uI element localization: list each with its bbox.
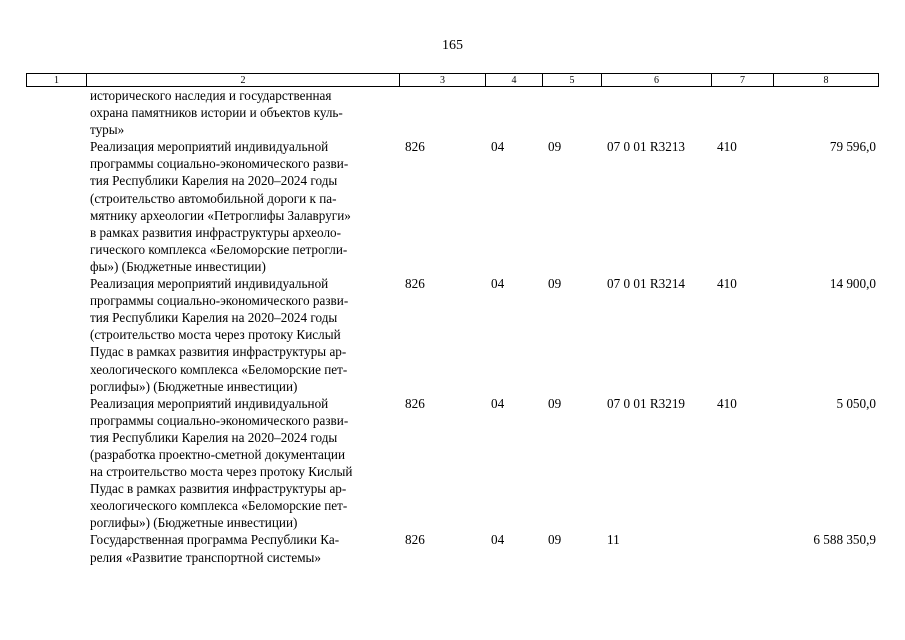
table-row xyxy=(26,87,878,138)
page-number: 165 xyxy=(442,38,463,53)
header-col-8: 8 xyxy=(774,74,879,87)
row-subsection xyxy=(542,87,601,138)
row-section: 04 xyxy=(491,395,505,411)
row-ministry: 826 xyxy=(405,395,425,411)
row-section xyxy=(485,87,542,138)
row-ministry: 826 xyxy=(405,139,425,155)
row-section: 04 xyxy=(491,532,505,548)
row-ministry: 826 xyxy=(405,532,425,548)
budget-table xyxy=(26,87,878,566)
header-col-4: 4 xyxy=(486,74,543,87)
header-col-1: 1 xyxy=(27,74,87,87)
table-row xyxy=(26,138,878,275)
row-amount: 5 050,0 xyxy=(836,395,876,411)
table-row xyxy=(26,395,878,532)
table-row xyxy=(26,531,878,565)
row-target: 07 0 01 R3213 xyxy=(607,139,686,155)
header-col-7: 7 xyxy=(712,74,774,87)
row-target xyxy=(601,87,711,138)
table-row xyxy=(26,275,878,395)
row-subsection: 09 xyxy=(548,395,562,411)
column-number-header xyxy=(26,73,879,87)
header-col-5: 5 xyxy=(543,74,602,87)
row-amount xyxy=(773,87,878,138)
row-type xyxy=(711,87,773,138)
row-section: 04 xyxy=(491,276,505,292)
row-name: Государственная программа Республики Ка- релия «Развитие транспортной системы» xyxy=(90,532,340,565)
row-name: Реализация мероприятий индивидуальной программы социально-экономического разви- тия Республики Карелия на 2020–2024 годы (разработка проектно-сметной документации на строительство моста через протоку Кислый Пудас в рамках развития инфраструктуры ар- хеологического комплекса «Беломорские пет- роглифы») (Бюджетные инвестиции) xyxy=(90,395,353,531)
row-amount: 14 900,0 xyxy=(829,276,876,292)
row-amount: 6 588 350,9 xyxy=(813,532,876,548)
row-name: Реализация мероприятий индивидуальной программы социально-экономического разви- тия Республики Карелия на 2020–2024 годы (строительство автомобильной дороги к па- мятнику археологии «Петроглифы Залавруги» в рамках развития инфраструктуры археоло- гического комплекса «Беломорские петрогли- фы») (Бюджетные инвестиции) xyxy=(90,139,351,274)
row-type: 410 xyxy=(717,395,737,411)
row-subsection: 09 xyxy=(548,139,562,155)
header-col-2: 2 xyxy=(87,74,400,87)
row-subsection: 09 xyxy=(548,532,562,548)
row-type: 410 xyxy=(717,276,737,292)
row-target: 07 0 01 R3219 xyxy=(607,395,686,411)
row-type xyxy=(711,531,773,565)
row-target: 11 xyxy=(607,532,620,548)
header-col-3: 3 xyxy=(400,74,486,87)
row-amount: 79 596,0 xyxy=(829,139,876,155)
row-subsection: 09 xyxy=(548,276,562,292)
row-name: исторического наследия и государственная охрана памятников истории и объектов куль- туры» xyxy=(90,88,343,138)
row-type: 410 xyxy=(717,139,737,155)
header-col-6: 6 xyxy=(602,74,712,87)
row-ministry xyxy=(399,87,485,138)
row-target: 07 0 01 R3214 xyxy=(607,276,686,292)
row-section: 04 xyxy=(491,139,505,155)
row-ministry: 826 xyxy=(405,276,425,292)
row-name: Реализация мероприятий индивидуальной программы социально-экономического разви- тия Республики Карелия на 2020–2024 годы (строительство моста через протоку Кислый Пудас в рамках развития инфраструктуры ар- хеологического комплекса «Беломорские пет- роглифы») (Бюджетные инвестиции) xyxy=(90,276,349,394)
